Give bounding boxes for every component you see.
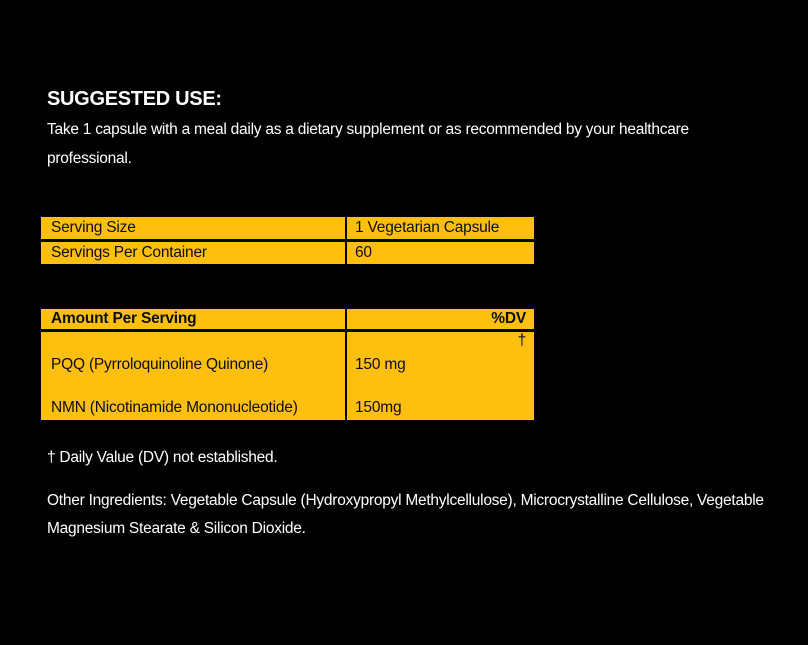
suggested-use-text: Take 1 capsule with a meal daily as a dietary supplement or as recommended by your healthcare professional. — [47, 121, 689, 167]
serving-size-label: Serving Size — [41, 217, 345, 239]
percent-dv-label: %DV — [347, 309, 534, 329]
ingredient-nmn-name: NMN (Nicotinamide Mononucleotide) — [51, 399, 298, 416]
supplement-facts-table — [41, 309, 534, 420]
serving-info-table — [41, 217, 534, 264]
servings-per-container-value: 60 — [347, 242, 534, 264]
supplement-facts-body — [41, 332, 534, 420]
ingredient-nmn-amount: 150mg — [355, 399, 402, 416]
other-ingredients-text: Other Ingredients: Vegetable Capsule (Hydroxypropyl Methylcellulose), Microcrystalline Cellulose, Vegetable Magnesium Stearate & Silicon Dioxide. — [47, 492, 764, 537]
supplement-facts-header — [41, 309, 534, 329]
servings-per-container-label: Servings Per Container — [41, 242, 345, 264]
table-row — [41, 217, 534, 239]
ingredient-pqq-name: PQQ (Pyrroloquinoline Quinone) — [51, 356, 269, 373]
suggested-use-heading: SUGGESTED USE: — [47, 88, 222, 110]
ingredient-amounts-column — [347, 332, 534, 420]
spacer — [51, 332, 345, 350]
amount-per-serving-label: Amount Per Serving — [41, 309, 345, 329]
ingredient-pqq-amount: 150 mg — [355, 356, 406, 373]
daily-value-footnote: † Daily Value (DV) not established. — [47, 449, 278, 466]
table-row — [41, 242, 534, 264]
dv-footnote-symbol: † — [517, 332, 526, 349]
serving-size-value: 1 Vegetarian Capsule — [347, 217, 534, 239]
ingredient-names-column — [41, 332, 345, 420]
